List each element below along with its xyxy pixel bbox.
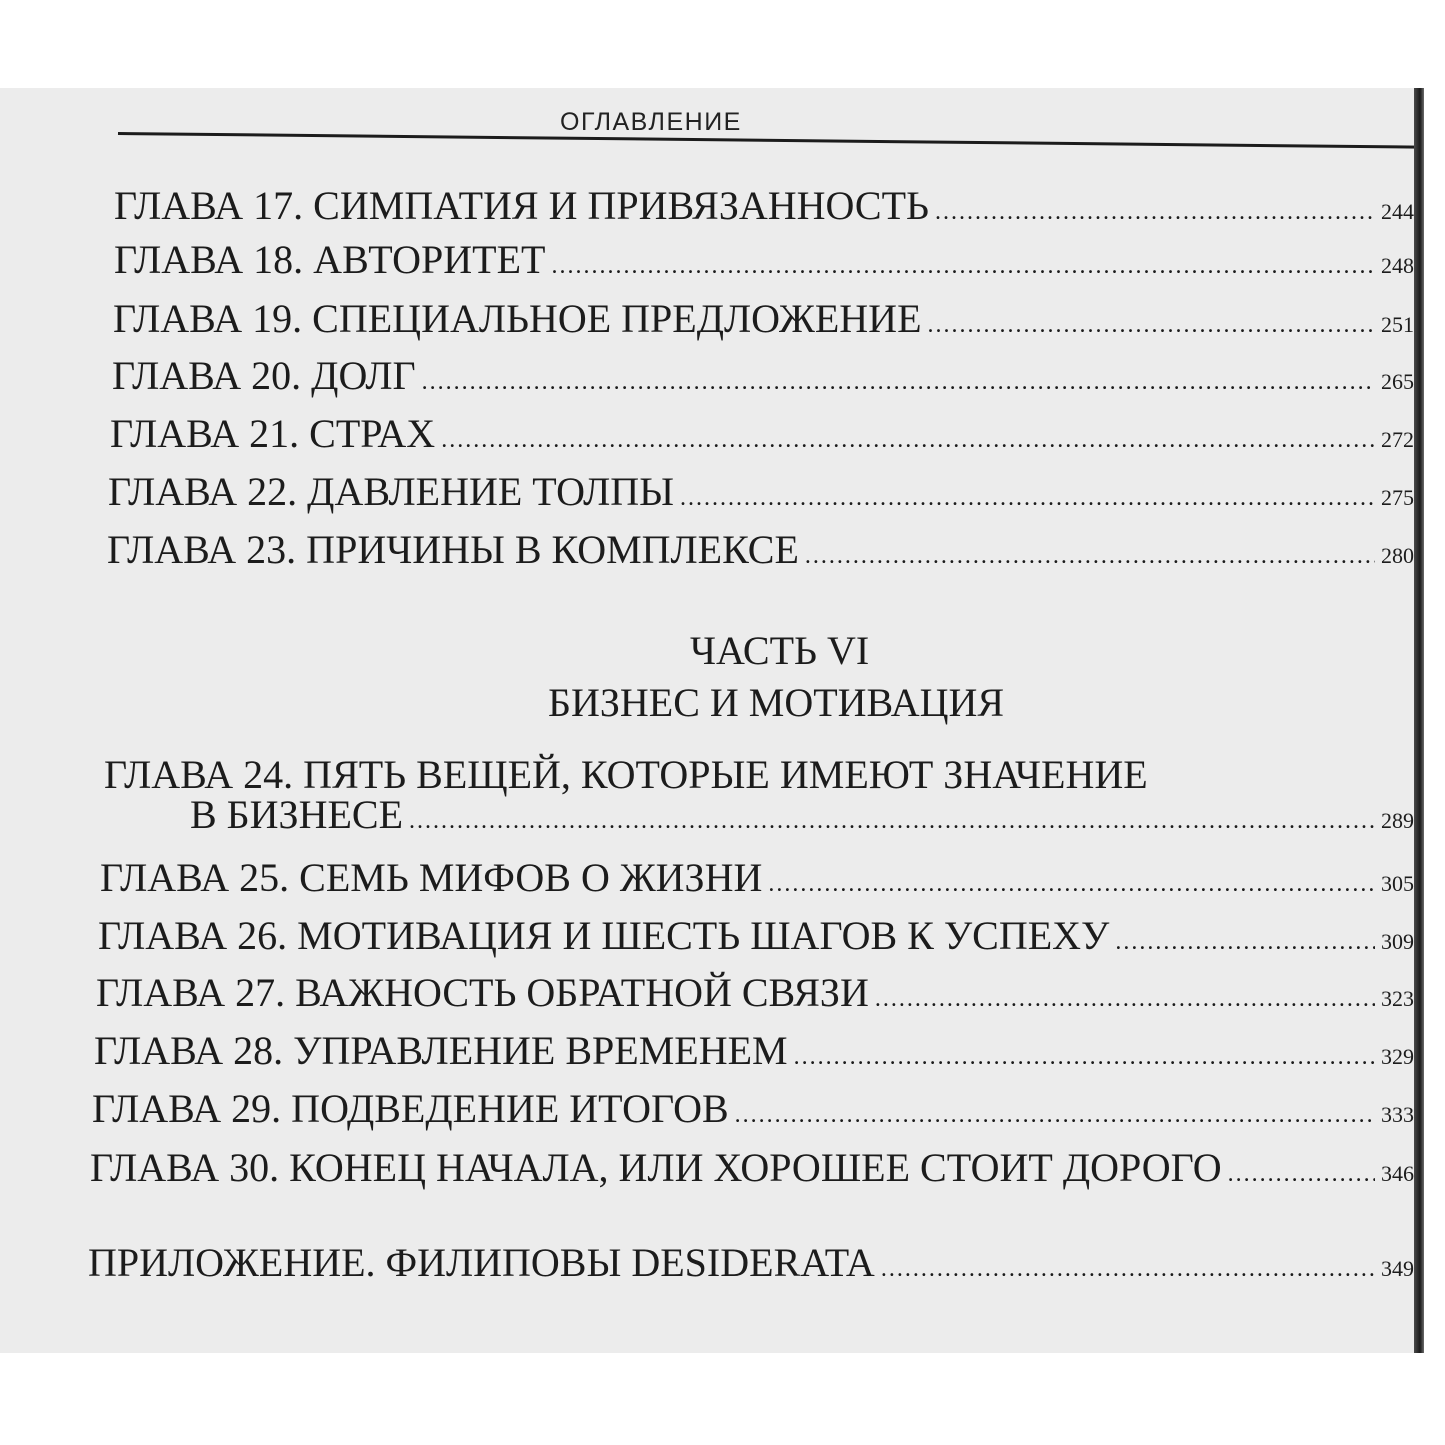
toc-entry-appendix[interactable] xyxy=(88,1240,1414,1292)
toc-page-number: 280 xyxy=(1381,543,1414,568)
toc-entry-title: ГЛАВА 29. ПОДВЕДЕНИЕ ИТОГОВ xyxy=(92,1086,729,1131)
toc-page-number: 329 xyxy=(1381,1044,1414,1069)
toc-page-number: 305 xyxy=(1381,871,1414,896)
toc-entry-chapter-28[interactable] xyxy=(94,1028,1414,1080)
toc-entry-title: ГЛАВА 22. ДАВЛЕНИЕ ТОЛПЫ xyxy=(108,469,674,514)
toc-entry-title: ГЛАВА 17. СИМПАТИЯ И ПРИВЯЗАННОСТЬ xyxy=(114,183,929,228)
toc-entry-title: ПРИЛОЖЕНИЕ. ФИЛИПОВЫ DESIDERATA xyxy=(88,1240,875,1285)
part-title: БИЗНЕС И МОТИВАЦИЯ xyxy=(548,680,1005,725)
toc-entry-chapter-30[interactable] xyxy=(90,1145,1414,1197)
dot-leader xyxy=(441,417,1375,463)
toc-page-number: 349 xyxy=(1381,1256,1414,1281)
toc-entry-title: ГЛАВА 20. ДОЛГ xyxy=(112,353,416,398)
toc-page-number: 333 xyxy=(1381,1102,1414,1127)
toc-entry-chapter-19[interactable] xyxy=(113,296,1414,348)
dot-leader xyxy=(680,475,1375,521)
toc-page-number: 275 xyxy=(1381,485,1414,510)
book-page xyxy=(0,88,1422,1353)
toc-page-number: 248 xyxy=(1381,253,1414,278)
toc-entry-title: ГЛАВА 30. КОНЕЦ НАЧАЛА, ИЛИ ХОРОШЕЕ СТОИТ ДОРОГО xyxy=(90,1145,1222,1190)
dot-leader xyxy=(735,1092,1375,1138)
toc-entry-title: ГЛАВА 18. АВТОРИТЕТ xyxy=(114,237,546,282)
dot-leader xyxy=(768,861,1375,907)
toc-page-number: 251 xyxy=(1381,312,1414,337)
toc-entry-title: ГЛАВА 21. СТРАХ xyxy=(110,411,436,456)
dot-leader xyxy=(881,1246,1375,1292)
dot-leader xyxy=(928,302,1376,348)
toc-entry-title: ГЛАВА 23. ПРИЧИНЫ В КОМПЛЕКСЕ xyxy=(107,527,799,572)
toc-entry-title: ГЛАВА 25. СЕМЬ МИФОВ О ЖИЗНИ xyxy=(100,855,763,900)
dot-leader xyxy=(551,243,1375,289)
dot-leader xyxy=(409,798,1375,844)
toc-entry-chapter-17[interactable] xyxy=(114,183,1414,235)
toc-entry-chapter-29[interactable] xyxy=(92,1086,1414,1138)
toc-entry-chapter-23[interactable] xyxy=(107,527,1414,579)
dot-leader xyxy=(805,533,1375,579)
dot-leader xyxy=(422,359,1375,405)
toc-page-number: 346 xyxy=(1381,1161,1414,1186)
toc-entry-chapter-24-continuation[interactable] xyxy=(190,792,1414,844)
toc-page-number: 272 xyxy=(1381,427,1414,452)
toc-entry-chapter-20[interactable] xyxy=(112,353,1414,405)
dot-leader xyxy=(1228,1151,1375,1197)
toc-entry-chapter-22[interactable] xyxy=(108,469,1414,521)
part-label: ЧАСТЬ VI xyxy=(690,628,870,673)
running-head: ОГЛАВЛЕНИЕ xyxy=(560,108,742,136)
dot-leader xyxy=(875,976,1375,1022)
page-edge-shadow xyxy=(1414,88,1424,1353)
dot-leader xyxy=(1115,919,1375,965)
dot-leader xyxy=(794,1034,1375,1080)
toc-entry-chapter-18[interactable] xyxy=(114,237,1414,289)
toc-entry-title: ГЛАВА 24. ПЯТЬ ВЕЩЕЙ, КОТОРЫЕ ИМЕЮТ ЗНАЧЕНИЕ xyxy=(104,752,1148,797)
toc-entry-chapter-26[interactable] xyxy=(98,913,1414,965)
toc-entry-chapter-25[interactable] xyxy=(100,855,1414,907)
toc-entry-title: ГЛАВА 19. СПЕЦИАЛЬНОЕ ПРЕДЛОЖЕНИЕ xyxy=(113,296,922,341)
toc-entry-chapter-27[interactable] xyxy=(96,970,1414,1022)
toc-entry-title: ГЛАВА 28. УПРАВЛЕНИЕ ВРЕМЕНЕМ xyxy=(94,1028,788,1073)
toc-page-number: 244 xyxy=(1381,199,1414,224)
dot-leader xyxy=(935,189,1375,235)
toc-page-number: 309 xyxy=(1381,929,1414,954)
toc-entry-title: ГЛАВА 26. МОТИВАЦИЯ И ШЕСТЬ ШАГОВ К УСПЕХУ xyxy=(98,913,1110,958)
toc-entry-title-continuation: В БИЗНЕСЕ xyxy=(190,792,404,837)
toc-page-number: 323 xyxy=(1381,986,1414,1011)
toc-page-number: 289 xyxy=(1381,808,1414,833)
toc-page-number: 265 xyxy=(1381,369,1414,394)
toc-entry-title: ГЛАВА 27. ВАЖНОСТЬ ОБРАТНОЙ СВЯЗИ xyxy=(96,970,869,1015)
toc-entry-chapter-21[interactable] xyxy=(110,411,1414,463)
